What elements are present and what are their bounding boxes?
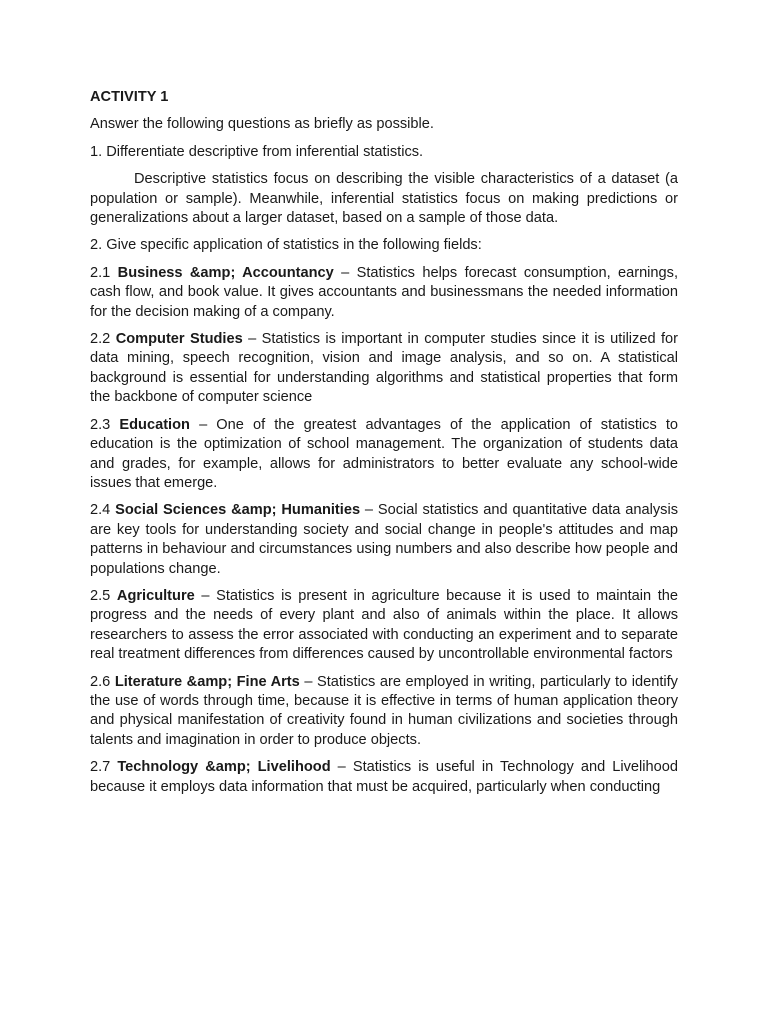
field-name: Literature &amp; Fine Arts bbox=[114, 673, 300, 690]
field-agriculture bbox=[90, 587, 678, 665]
field-social-sciences-humanities bbox=[90, 501, 678, 579]
field-number: 2.6 bbox=[90, 673, 111, 690]
field-literature-fine-arts bbox=[90, 673, 678, 751]
field-technology-livelihood bbox=[90, 758, 678, 797]
question-1: 1. Differentiate descriptive from inferential statistics. bbox=[90, 143, 424, 160]
field-dash: – bbox=[201, 587, 210, 604]
answer-1: Descriptive statistics focus on describing the visible characteristics of a dataset (a population or sample). Meanwhile, inferential statistics focus on making predictions or generalizations about a larger dataset, based on a sample of those data. bbox=[90, 171, 678, 227]
field-text: One of the greatest advantages of the application of statistics to education is the optimization of school management. The organization of students data and grades, for example, allows for administrators to better evaluate any school-wide issues that emerge. bbox=[90, 416, 679, 491]
field-number: 2.7 bbox=[90, 759, 111, 776]
activity-title: ACTIVITY 1 bbox=[90, 89, 169, 105]
field-text: Statistics is important in computer studies since it is utilized for data mining, speech recognition, vision and image analysis, and so on. A statistical background is essential for understanding algorithms and statistical properties that form the backbone of computer science bbox=[90, 331, 678, 406]
field-computer-studies bbox=[90, 330, 678, 408]
question-2: 2. Give specific application of statistics in the following fields: bbox=[90, 237, 482, 254]
field-text: Social statistics and quantitative data analysis are key tools for understanding society and social change in people's attitudes and map patterns in behaviour and circumstances using numbers and also describe how people and populations change. bbox=[90, 502, 678, 577]
field-name: Education bbox=[119, 416, 190, 433]
field-text: Statistics helps forecast consumption, earnings, cash flow, and book value. It gives accountants and businessmans the needed information for the decision making of a company. bbox=[90, 264, 679, 320]
field-number: 2.4 bbox=[90, 502, 111, 519]
field-dash: – bbox=[341, 264, 350, 281]
field-name: Business &amp; Accountancy bbox=[117, 264, 334, 281]
field-text: Statistics is present in agriculture because it is used to maintain the progress and the needs of every plant and also of animals within the place. It allows researchers to assess the error associated with conducting an experiment and to separate real treatment differences from differences caused by uncontrollable environmental factors bbox=[90, 587, 679, 663]
instructions: Answer the following questions as briefly as possible. bbox=[90, 116, 434, 133]
field-text: Statistics are employed in writing, particularly to identify the use of words through time, because it is effective in terms of human application theory and physical manifestation of creativity found in human civilizations and societies through talents and imagination in order to produce objects. bbox=[90, 673, 678, 748]
document-page bbox=[90, 88, 678, 805]
field-number: 2.5 bbox=[90, 587, 111, 604]
field-dash: – bbox=[304, 673, 313, 690]
field-dash: – bbox=[337, 759, 346, 776]
field-number: 2.1 bbox=[90, 264, 111, 281]
field-dash: – bbox=[199, 416, 208, 433]
field-business-accountancy bbox=[90, 264, 678, 322]
field-number: 2.2 bbox=[90, 331, 111, 348]
field-name: Technology &amp; Livelihood bbox=[117, 759, 331, 776]
field-name: Computer Studies bbox=[115, 331, 243, 348]
field-name: Agriculture bbox=[116, 587, 195, 604]
field-number: 2.3 bbox=[90, 416, 111, 433]
field-name: Social Sciences &amp; Humanities bbox=[115, 502, 361, 519]
field-dash: – bbox=[364, 502, 374, 519]
field-text: Statistics is useful in Technology and Livelihood because it employs data information that must be acquired, particularly when conducting bbox=[90, 759, 678, 795]
field-dash: – bbox=[248, 331, 257, 348]
field-education bbox=[90, 416, 678, 494]
